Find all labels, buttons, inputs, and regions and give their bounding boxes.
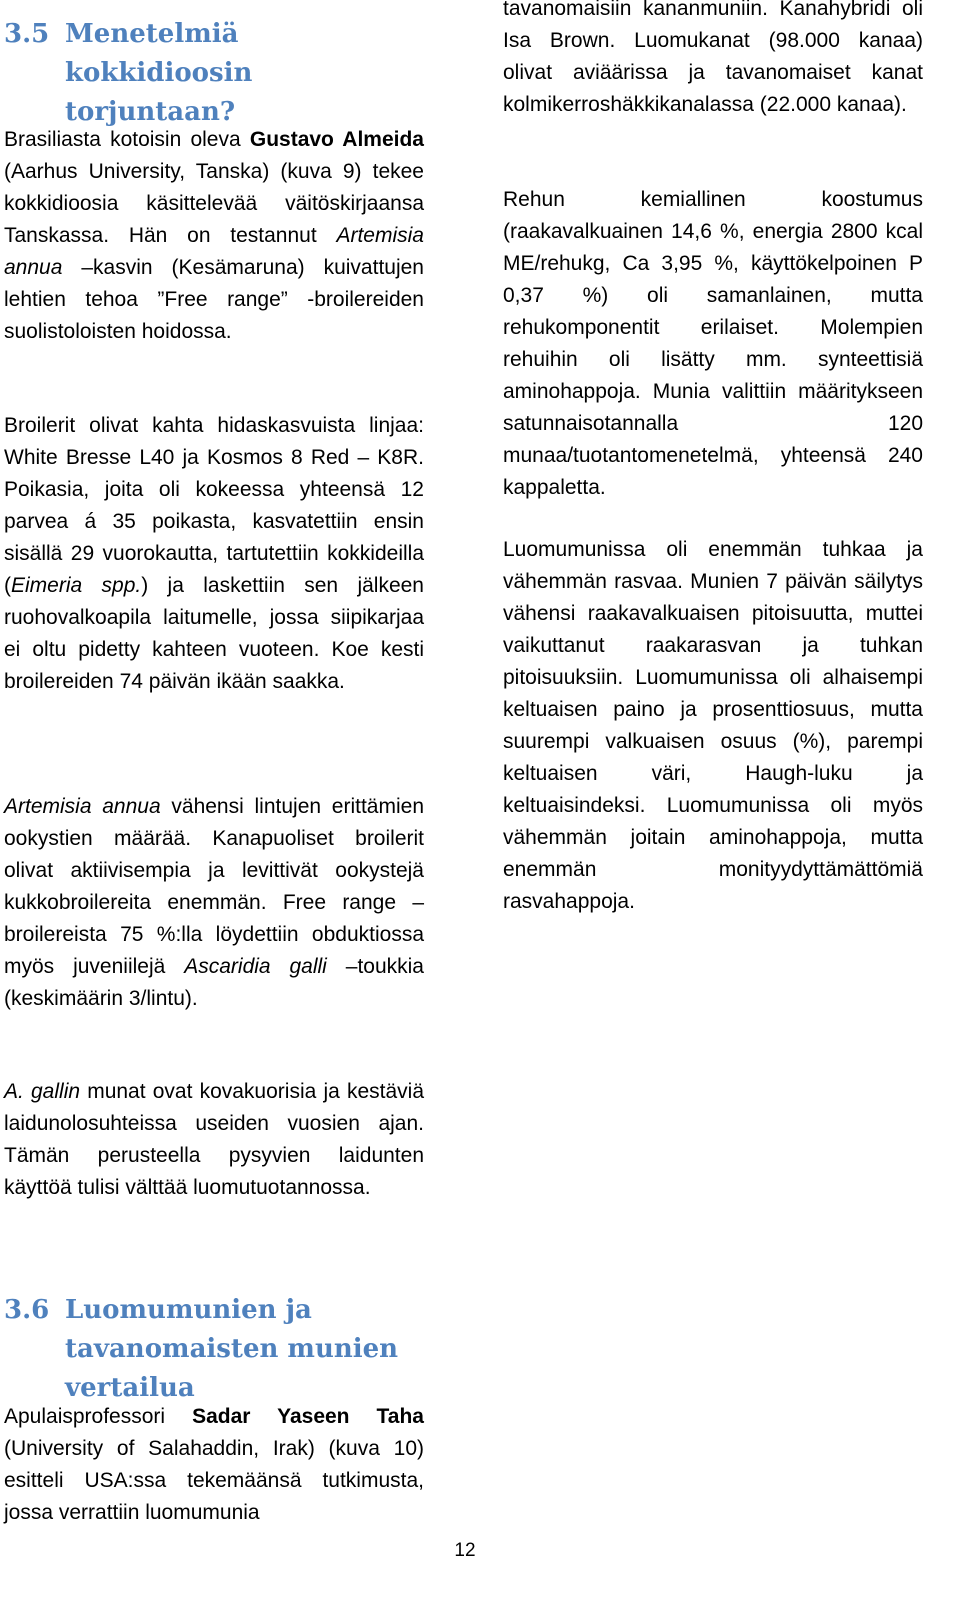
italic-run: Eimeria spp.: [11, 574, 142, 597]
bold-run: Gustavo Almeida: [249, 128, 424, 151]
text-run: (University of Salahaddin, Irak) (kuva 10) esitteli USA:ssa tekemäänsä tutkimusta, jossa verrattiin luomumunia: [4, 1437, 424, 1524]
paragraph-egg-results: Luomumunissa oli enemmän tuhkaa ja vähemmän rasvaa. Munien 7 päivän säilytys vähensi raakavalkuaisen pitoisuutta, muttei vaikuttanut raakarasvan ja tuhkan pitoisuuksiin. Luomumunissa oli alhaisempi keltuaisen paino ja prosenttiosuus, mutta suurempi valkuaisen osuus (%), parempi keltuaisen väri, Haugh-luku ja keltuaisindeksi. Luomumunissa oli myös vähemmän joitain aminohappoja, mutta enemmän monityydyttämättömiä rasvahappoja.: [503, 538, 923, 913]
text-run: (Aarhus University, Tanska) (kuva 9) tekee kokkidioosia käsittelevää väitöskirjaansa Tanskassa. Hän on testannut: [4, 160, 424, 247]
heading-number: 3.5: [4, 19, 50, 49]
paragraph-artemisia-results: [4, 791, 424, 1015]
paragraph-taha-intro: [4, 1401, 424, 1529]
text-run: vähensi lintujen erittämien ookystien määrää. Kanapuoliset broilerit olivat aktiivisempia ja levittivät ookystejä kukkobroilereita enemmän. Free range –broilereista 75 %:lla löydettiin obduktiossa myös juveniilejä: [4, 795, 424, 978]
heading-number: 3.6: [4, 1295, 50, 1325]
section-heading-3-5: [4, 15, 424, 132]
text-run: Brasiliasta kotoisin oleva: [4, 128, 250, 151]
section-heading-3-6: [4, 1291, 424, 1408]
text-run: –kasvin (Kesämaruna) kuivattujen lehtien tehoa ”Free range” -broilereiden suolistoloisten hoidossa.: [4, 256, 424, 343]
italic-run: Ascaridia galli: [184, 955, 327, 978]
text-run: ) ja laskettiin sen jälkeen ruohovalkoapila laitumelle, jossa siipikarjaa ei oltu pidetty kahteen vuoteen. Koe kesti broilereiden 74 päivän ikään saakka.: [4, 574, 424, 693]
text-run: Broilerit olivat kahta hidaskasvuista linjaa: White Bresse L40 ja Kosmos 8 Red – K8R. Poikasia, joita oli kokeessa yhteensä 12 parvea á 35 poikasta, kasvatettiin ensin sisällä 29 vuorokautta, tartutettiin kokkideilla (: [4, 414, 424, 597]
paragraph-a-galli: [4, 1076, 424, 1204]
text-run: –toukkia (keskimäärin 3/lintu).: [4, 955, 424, 1010]
text-run: munat ovat kovakuorisia ja kestäviä laidunolosuhteissa useiden vuosien ajan. Tämän perusteella pysyvien laidunten käyttöä tulisi välttää luomutuotannossa.: [4, 1080, 424, 1199]
italic-run: Artemisia annua: [4, 795, 161, 818]
bold-run: Sadar Yaseen Taha: [192, 1405, 424, 1428]
text-run: Apulaisprofessori: [4, 1405, 193, 1428]
heading-title: Luomumunien ja tavanomaisten munien vertailua: [65, 1295, 399, 1403]
heading-title: Menetelmiä kokkidioosin torjuntaan?: [65, 19, 253, 127]
italic-run: A. gallin: [4, 1080, 81, 1103]
page-number: 12: [454, 1540, 476, 1561]
paragraph-feed-composition: Rehun kemiallinen koostumus (raakavalkuainen 14,6 %, energia 2800 kcal ME/rehukg, Ca 3,95 %, käyttökelpoinen P 0,37 %) oli samanlainen, mutta rehukomponentit erilaiset. Molempien rehuihin oli lisätty mm. synteettisiä aminohappoja. Munia valittiin määritykseen satunnaisotannalla 120 munaa/tuotantomenetelmä, yhteensä 240 kappaletta.: [503, 188, 923, 499]
italic-run: Artemisia annua: [4, 224, 424, 279]
paragraph-almeida-intro: [4, 124, 424, 348]
paragraph-hybrid-info: tavanomaisiin kananmuniin. Kanahybridi oli Isa Brown. Luomukanat (98.000 kanaa) olivat aviäärissa ja tavanomaiset kanat kolmikerroshäkkikanalassa (22.000 kanaa).: [503, 0, 923, 116]
paragraph-broilers: [4, 410, 424, 698]
